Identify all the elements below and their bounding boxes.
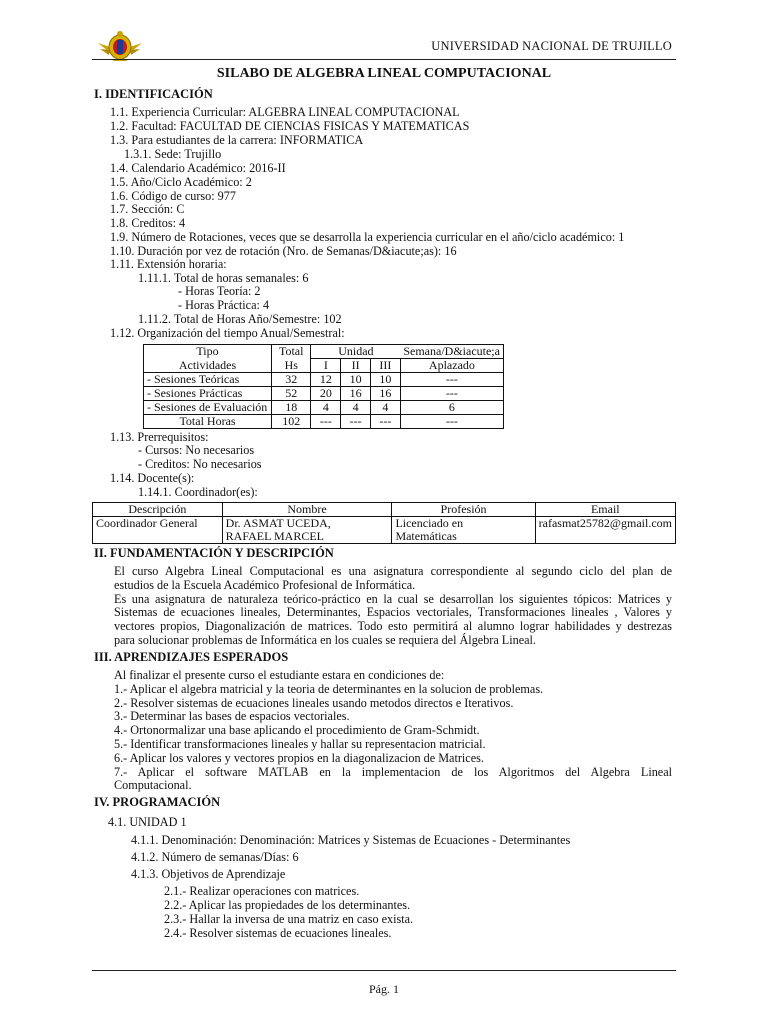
id-line: 1.11. Extensión horaria: [110, 257, 227, 271]
header-rule [92, 59, 676, 60]
cell-email: rafasmat25782@gmail.com [535, 517, 675, 544]
unidad-line: 4.1.3. Objetivos de Aprendizaje [131, 867, 286, 881]
cell-total: 18 [272, 401, 311, 415]
cell-iii: 10 [371, 373, 401, 387]
header-cell: II [341, 359, 371, 373]
id-line: - Cursos: No necesarios [138, 443, 255, 457]
header-cell: Tipo [144, 345, 272, 359]
unidad-line: 4.1.2. Número de semanas/Días: 6 [131, 850, 299, 864]
list-item: 6.- Aplicar los valores y vectores propios en la diagonalizacion de Matrices. [114, 750, 484, 765]
cell-iii: --- [371, 415, 401, 429]
profesion-line: Licenciado en [395, 516, 464, 530]
header-cell: Unidad [311, 345, 400, 359]
cell-aplazado: --- [400, 387, 503, 401]
cell-descripcion: Coordinador General [93, 517, 223, 544]
objetivo-item: 2.2.- Aplicar las propiedades de los determinantes. [164, 898, 411, 912]
id-line: 1.8. Creditos: 4 [110, 216, 186, 230]
cell-aplazado: 6 [400, 401, 503, 415]
id-line: 1.11.1. Total de horas semanales: 6 [138, 271, 309, 285]
paragraph-line: El curso Algebra Lineal Computacional es una asignatura correspondiente al segundo ciclo del plan de [114, 564, 672, 578]
table-header-row [93, 503, 676, 517]
header-cell: Hs [272, 359, 311, 373]
cell-i: 4 [311, 401, 341, 415]
list-item: 3.- Determinar las bases de espacios vectoriales. [114, 709, 350, 724]
cell-tipo: - Sesiones Prácticas [144, 387, 272, 401]
cell-i: 20 [311, 387, 341, 401]
document-title: SILABO DE ALGEBRA LINEAL COMPUTACIONAL [216, 66, 552, 81]
cell-iii: 16 [371, 387, 401, 401]
table-header-row [144, 359, 504, 373]
table-row [144, 373, 504, 387]
footer-rule [92, 970, 676, 971]
table-header-row [144, 345, 504, 359]
id-line: - Creditos: No necesarios [138, 457, 262, 471]
cell-aplazado: --- [400, 373, 503, 387]
list-item: Al finalizar el presente curso el estudiante estara en condiciones de: [114, 668, 445, 682]
cell-total: 102 [272, 415, 311, 429]
cell-total: 52 [272, 387, 311, 401]
table-row [93, 517, 676, 544]
objetivo-item: 2.4.- Resolver sistemas de ecuaciones lineales. [164, 926, 392, 940]
list-item: 2.- Resolver sistemas de ecuaciones lineales usando metodos directos e Iterativos. [114, 695, 514, 710]
cell-ii: 16 [341, 387, 371, 401]
objetivo-item: 2.3.- Hallar la inversa de una matriz en caso exista. [164, 912, 414, 926]
id-line: 1.10. Duración por vez de rotación (Nro. de Semanas/D&iacute;as): 16 [110, 244, 457, 258]
cell-nombre [222, 517, 392, 544]
header-cell: Email [535, 503, 675, 517]
id-line: 1.6. Código de curso: 977 [110, 189, 236, 203]
cell-ii: 4 [341, 401, 371, 415]
list-item: 4.- Ortonormalizar una base aplicando el procedimiento de Gram-Schmidt. [114, 723, 480, 738]
cell-aplazado: --- [400, 415, 503, 429]
header-cell: Descripción [93, 503, 223, 517]
id-line: 1.12. Organización del tiempo Anual/Semestral: [110, 326, 345, 340]
paragraph-line: Sistemas de ecuaciones lineales, Determinantes, Espacios vectoriales, Transformaciones lineales , Valores y [114, 605, 672, 620]
cell-i: 12 [311, 373, 341, 387]
cell-iii: 4 [371, 401, 401, 415]
paragraph-line: para solucionar problemas de Informática en los cuales se requiera del Álgebra Lineal. [114, 632, 536, 647]
table-row [144, 401, 504, 415]
fundamentacion-text [114, 565, 672, 648]
unidad-heading: 4.1. UNIDAD 1 [108, 815, 187, 829]
docente-table [92, 502, 676, 544]
unidad-line: 4.1.1. Denominación: Denominación: Matrices y Sistemas de Ecuaciones - Determinantes [131, 833, 571, 847]
cell-total: 32 [272, 373, 311, 387]
paragraph-line: vectores propios, Diagonalización de matrices. Todo esto permitirá al alumno lograr habilidades y destrezas [114, 619, 672, 634]
nombre-line: RAFAEL MARCEL [225, 529, 325, 543]
header-cell: Actividades [144, 359, 272, 373]
id-line: 1.3.1. Sede: Trujillo [124, 147, 222, 161]
header-cell: Total [272, 345, 311, 359]
id-line: 1.5. Año/Ciclo Académico: 2 [110, 175, 252, 189]
id-line: 1.1. Experiencia Curricular: ALGEBRA LINEAL COMPUTACIONAL [110, 105, 460, 119]
paragraph-line: Es una asignatura de naturaleza teórico-práctico en la cual se desarrollan los siguientes tópicos: Matrices y [114, 591, 672, 606]
id-line: - Horas Práctica: 4 [178, 298, 270, 312]
table-row [144, 387, 504, 401]
id-line: 1.14.1. Coordinador(es): [138, 485, 258, 499]
university-name: UNIVERSIDAD NACIONAL DE TRUJILLO [431, 39, 672, 53]
header-cell: Aplazado [400, 359, 503, 373]
id-line: 1.7. Sección: C [110, 202, 185, 216]
paragraph-line: estudios de la Escuela Académico Profesional de Informática. [114, 577, 416, 592]
id-line: 1.2. Facultad: FACULTAD DE CIENCIAS FISICAS Y MATEMATICAS [110, 119, 470, 133]
header-cell: Profesión [392, 503, 535, 517]
cell-profesion [392, 517, 535, 544]
list-item: 1.- Aplicar el algebra matricial y la teoria de determinantes en la solucion de problemas. [114, 681, 544, 696]
header-cell: Semana/D&iacute;a [400, 345, 503, 359]
cell-tipo: - Sesiones de Evaluación [144, 401, 272, 415]
list-item: 5.- Identificar transformaciones lineales y hallar su representacion matricial. [114, 736, 486, 751]
list-item: Computacional. [114, 778, 192, 793]
id-line: 1.14. Docente(s): [110, 471, 195, 485]
section-heading-aprendizajes: III. APRENDIZAJES ESPERADOS [94, 650, 289, 664]
header-cell: III [371, 359, 401, 373]
id-line: 1.9. Número de Rotaciones, veces que se desarrolla la experiencia curricular en el año/ciclo académico: 1 [110, 230, 625, 244]
header-cell: I [311, 359, 341, 373]
cell-i: --- [311, 415, 341, 429]
page-number: Pág. 1 [369, 982, 399, 996]
organizacion-table [143, 344, 504, 429]
nombre-line: Dr. ASMAT UCEDA, [225, 516, 331, 530]
cell-ii: --- [341, 415, 371, 429]
id-line: 1.11.2. Total de Horas Año/Semestre: 102 [138, 312, 342, 326]
id-line: 1.13. Prerrequisitos: [110, 430, 209, 444]
profesion-line: Matemáticas [395, 529, 457, 543]
id-line: - Horas Teoría: 2 [178, 284, 261, 298]
cell-tipo: Total Horas [144, 415, 272, 429]
id-line: 1.3. Para estudiantes de la carrera: INFORMATICA [110, 133, 364, 147]
list-item: 7.- Aplicar el software MATLAB en la implementacion de los Algoritmos del Algebra Lineal [114, 764, 672, 779]
section-heading-identificacion: I. IDENTIFICACIÓN [94, 87, 213, 101]
table-row [144, 415, 504, 429]
header-cell: Nombre [222, 503, 392, 517]
id-line: 1.4. Calendario Académico: 2016-II [110, 161, 286, 175]
cell-ii: 10 [341, 373, 371, 387]
aprendizajes-list [114, 669, 672, 793]
section-heading-fundamentacion: II. FUNDAMENTACIÓN Y DESCRIPCIÓN [94, 546, 334, 560]
cell-tipo: - Sesiones Teóricas [144, 373, 272, 387]
section-heading-programacion: IV. PROGRAMACIÓN [94, 795, 221, 809]
objetivo-item: 2.1.- Realizar operaciones con matrices. [164, 884, 360, 898]
